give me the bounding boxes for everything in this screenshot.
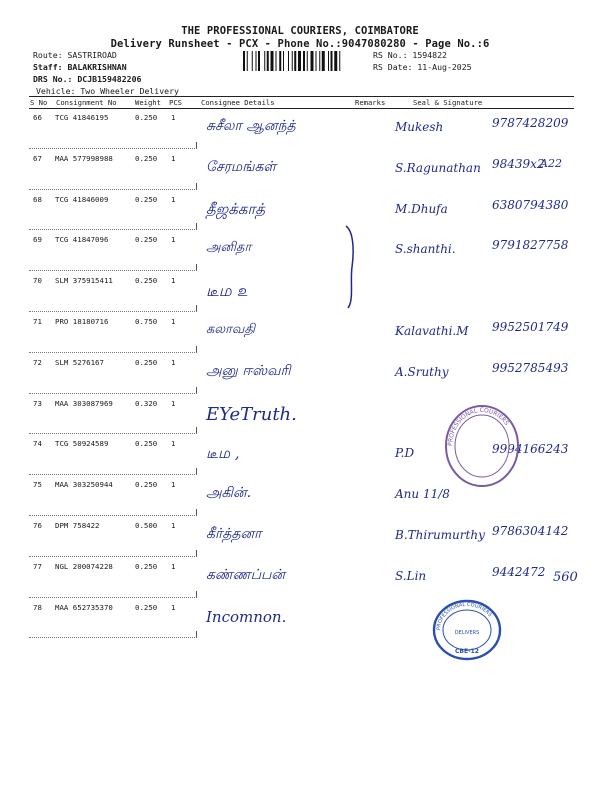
barcode-bar [271, 51, 274, 71]
barcode-bar [328, 51, 329, 71]
col-remarks: Remarks [355, 98, 386, 107]
row-consignment-no: DPM 758422 [55, 521, 100, 530]
extra-handwriting-a22: A22 [540, 157, 562, 170]
phone-handwriting: 9994166243 [492, 442, 569, 457]
row-weight: 0.320 [135, 398, 158, 408]
signature-handwriting: Kalavathi.M [395, 324, 469, 338]
consignee-handwriting: சேரமங்கள் [206, 158, 277, 175]
row-consignment-no: NGL 200074228 [55, 561, 113, 571]
barcode-bar [311, 51, 314, 71]
table-top-rule [29, 96, 574, 97]
col-consignee: Consignee Details [201, 98, 275, 107]
consignee-handwriting: EYeTruth. [206, 403, 297, 425]
row-weight: 0.250 [135, 235, 158, 245]
consignee-handwriting: கீர்த்தனா [206, 526, 262, 542]
consignee-handwriting: Incomnon. [206, 607, 287, 626]
row-pcs: 1 [171, 276, 176, 286]
barcode-bar [319, 51, 320, 71]
row-pcs: 1 [171, 561, 176, 571]
consignee-handwriting: டீம , [206, 444, 240, 463]
phone-handwriting: 9787428209 [492, 116, 569, 130]
row-consignment-no: TCG 41846009 [55, 194, 109, 204]
row-weight: 0.250 [135, 276, 158, 286]
row-consignment-no: SLM 5276167 [55, 357, 104, 367]
barcode-bar [334, 51, 337, 71]
row-sno: 77 [33, 561, 42, 571]
col-weight: Weight [135, 98, 161, 107]
row-pcs: 1 [171, 480, 176, 490]
table-row [0, 230, 600, 270]
barcode-bar [316, 51, 317, 71]
courier-stamp-blue [430, 598, 504, 662]
phone-handwriting: 98439x2 [492, 156, 545, 171]
barcode-bar [258, 51, 260, 71]
consignee-handwriting: கண்ணப்பன் [206, 566, 285, 583]
barcode-bar [276, 51, 277, 71]
table-row [0, 557, 600, 597]
stamp2-text: PROFESSIONAL COURIERS [435, 601, 493, 631]
row-pcs: 1 [171, 113, 176, 122]
row-pcs: 1 [171, 439, 176, 449]
col-consignment: Consignment No [56, 98, 117, 107]
row-weight: 0.750 [135, 317, 158, 326]
signature-handwriting: A.Sruthy [395, 364, 449, 379]
row-consignment-no: TCG 41846195 [55, 113, 109, 122]
table-row [0, 516, 600, 556]
row-weight: 0.250 [135, 439, 158, 449]
table-row [0, 598, 600, 638]
row-tick [196, 468, 197, 474]
barcode-bar [279, 51, 281, 71]
company-title: THE PROFESSIONAL COURIERS, COIMBATORE [181, 25, 419, 37]
stamp1-text: PROFESSIONAL COURIERS [446, 406, 511, 447]
staff-label: Staff: BALAKRISHNAN [33, 62, 127, 72]
row-pcs: 1 [171, 153, 176, 163]
table-row [0, 149, 600, 189]
signature-handwriting: B.Thirumurthy [395, 528, 485, 542]
row-sno: 75 [33, 480, 42, 490]
row-weight: 0.250 [135, 480, 158, 490]
row-tick [196, 223, 197, 229]
signature-handwriting: S.shanthi. [395, 242, 456, 257]
row-weight: 0.250 [135, 113, 158, 122]
extra-handwriting-560: 560 [553, 570, 578, 585]
barcode-bar [339, 51, 340, 71]
phone-handwriting: 6380794380 [492, 197, 569, 212]
row-sno: 74 [33, 439, 42, 449]
signature-handwriting: M.Dhufa [395, 201, 448, 216]
row-weight: 0.250 [135, 561, 158, 571]
signature-handwriting: S.Ragunathan [395, 160, 481, 175]
stamp2-sub: DELIVERS [454, 630, 480, 636]
consignee-handwriting: தீஜக்காத் [206, 199, 266, 218]
row-sno: 67 [33, 153, 42, 163]
signature-handwriting: Anu 11/8 [395, 487, 450, 502]
row-sno: 68 [33, 194, 42, 204]
row-consignment-no: PRO 18180716 [55, 317, 109, 326]
phone-handwriting: 9952785493 [492, 360, 569, 375]
barcode-bar [292, 51, 293, 71]
table-row [0, 108, 600, 148]
row-pcs: 1 [171, 317, 176, 326]
row-sno: 66 [33, 113, 42, 122]
phone-handwriting: 9442472 [492, 564, 546, 579]
barcode [243, 51, 367, 71]
barcode-bar [264, 51, 265, 71]
phone-handwriting: 9952501749 [492, 320, 569, 334]
row-consignment-no: TCG 50924589 [55, 439, 109, 449]
runsheet-subtitle: Delivery Runsheet - PCX - Phone No.:9047080280 - Page No.:6 [110, 38, 490, 50]
row-weight: 0.250 [135, 153, 158, 163]
row-consignment-no: MAA 577998988 [55, 153, 113, 163]
row-tick [196, 264, 197, 270]
row-weight: 0.250 [135, 357, 158, 367]
row-pcs: 1 [171, 602, 176, 612]
signature-handwriting: S.Lin [395, 568, 427, 583]
row-pcs: 1 [171, 357, 176, 367]
table-row [0, 312, 600, 352]
barcode-bar [243, 51, 245, 71]
row-consignment-no: MAA 652735370 [55, 602, 113, 612]
row-tick [196, 509, 197, 515]
signature-handwriting: P.D [395, 446, 415, 461]
row-pcs: 1 [171, 194, 176, 204]
row-consignment-no: MAA 303250944 [55, 480, 113, 490]
row-tick [196, 305, 197, 311]
row-weight: 0.250 [135, 194, 158, 204]
row-sno: 72 [33, 357, 42, 367]
barcode-bar [267, 51, 269, 71]
row-sno: 71 [33, 317, 42, 326]
row-tick [196, 591, 197, 597]
stamp2-code: CBE-12 [455, 648, 479, 655]
row-weight: 0.250 [135, 602, 158, 612]
consignee-handwriting: கலாவதி [206, 322, 255, 337]
row-consignment-no: TCG 41847096 [55, 235, 109, 245]
route-label: Route: SASTRIROAD [33, 50, 117, 60]
vehicle-label: Vehicle: Two Wheeler Delivery [36, 86, 179, 96]
phone-handwriting: 9786304142 [492, 524, 569, 538]
bracket-mark [340, 222, 360, 312]
barcode-bar [307, 51, 308, 71]
barcode-bar [294, 51, 296, 71]
phone-handwriting: 9791827758 [492, 238, 569, 253]
drs-label: DRS No.: DCJB159482206 [33, 74, 142, 84]
barcode-bar [322, 51, 325, 71]
row-consignment-no: SLM 375915411 [55, 276, 113, 286]
row-tick [196, 142, 197, 148]
courier-stamp-purple [440, 400, 526, 492]
barcode-bar [252, 51, 253, 71]
row-sno: 69 [33, 235, 42, 245]
barcode-bar [298, 51, 301, 71]
table-row [0, 190, 600, 230]
consignee-handwriting: அனு ஈஸ்வரி [206, 362, 291, 379]
barcode-bar [288, 51, 289, 71]
consignee-handwriting: அகின். [206, 485, 252, 502]
row-separator [29, 637, 197, 638]
rs-date: RS Date: 11-Aug-2025 [373, 62, 472, 72]
table-row [0, 271, 600, 311]
row-tick [196, 183, 197, 189]
barcode-bar [247, 51, 248, 71]
barcode-bar [283, 51, 284, 71]
row-consignment-no: MAA 303087969 [55, 398, 113, 408]
col-sno: S No [30, 98, 48, 107]
row-tick [196, 550, 197, 556]
row-tick [196, 427, 197, 433]
consignee-handwriting: டீம ௨ [206, 281, 249, 301]
row-sno: 70 [33, 276, 42, 286]
signature-handwriting: Mukesh [395, 120, 444, 134]
col-pcs: PCS [169, 98, 182, 107]
row-weight: 0.500 [135, 521, 158, 530]
col-seal-signature: Seal & Signature [413, 98, 483, 107]
row-tick [196, 346, 197, 352]
row-sno: 78 [33, 602, 42, 612]
row-sno: 76 [33, 521, 42, 530]
barcode-bar [256, 51, 257, 71]
row-pcs: 1 [171, 398, 176, 408]
consignee-handwriting: சுசீலா ஆனந்த் [206, 118, 296, 134]
barcode-bar [331, 51, 333, 71]
rs-number: RS No.: 1594822 [373, 50, 447, 60]
barcode-bar [303, 51, 305, 71]
row-pcs: 1 [171, 235, 176, 245]
row-pcs: 1 [171, 521, 176, 530]
table-row [0, 353, 600, 393]
consignee-handwriting: அனிதா [206, 240, 252, 256]
row-tick [196, 631, 197, 637]
row-sno: 73 [33, 398, 42, 408]
row-tick [196, 387, 197, 393]
